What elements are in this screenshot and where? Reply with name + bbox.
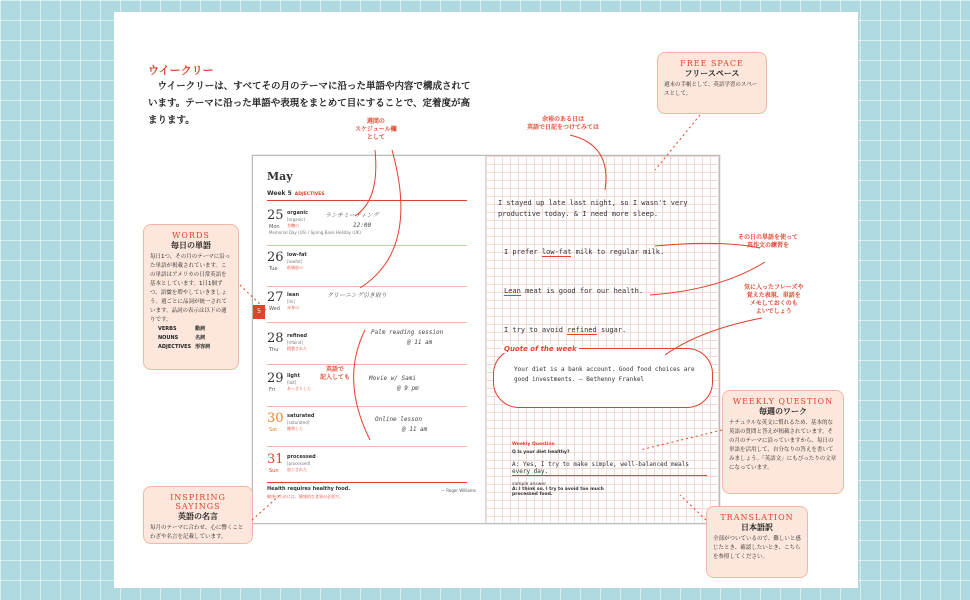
day-entry: 26 Tue low-fat [lowfat] 低脂肪の xyxy=(267,250,307,272)
words-callout: WORDS 毎日の単語 毎日1つ、その月のテーマに沿った単語が掲載されています。この単語はアメリカの日常英語を基本としています。1日1個ずつ、語彙を増やしていきましょう。週ごとに品詞が統一されています。品詞の表示は以下の通りです。 VERBS 動詞 NOUNS 名詞 ADJECTIVES 形容詞 xyxy=(143,224,239,370)
intro-text: ウイークリーは、すべてその月のテーマに沿った単語や内容で構成されています。テーマに沿った単語や表現をまとめて目にすることで、定着度が高まります。 xyxy=(148,81,471,126)
example-sentence: Lean meat is good for our health. xyxy=(504,287,644,295)
day-entry: 25 Mon organic [organic] 有機の Memorial Day (US) / Spring Bank Holiday (UK) ランチミーティング 12:00 xyxy=(267,208,379,235)
pos-table: VERBS 動詞 NOUNS 名詞 ADJECTIVES 形容詞 xyxy=(158,326,211,350)
day-entry: 30 Sat saturated [saturated] 飽和した Online lesson @ 11 am xyxy=(267,411,428,433)
quote-author: — Roger Williams xyxy=(441,488,476,493)
weekly-question-callout: WEEKLY QUESTION 毎週のワーク ナチュラルな英文に慣れるため、基本的な英語の質問と答えが掲載されています。その月のテーマに沿っていますから、毎日の単語を活用して、自分なりの答えを書いてみましょう。「英語文」にもぴったりの文章になっています。 xyxy=(722,390,844,494)
phrases-note: 気に入ったフレーズや 覚えた表現、単語を メモしておくのも よいでしょう xyxy=(744,284,804,315)
diary-line: I stayed up late last night, so I wasn't very productive today. & I need more sleep. xyxy=(498,199,688,218)
day-entry: 29 Fri light [lait] あっさりした Movie w/ Sami @ 9 pm xyxy=(267,371,419,393)
words-use-note: その日の単語を使って 英作文の練習を xyxy=(738,234,799,249)
day-entry: 27 Wed lean [lin] 赤身の クリーニング引き取り xyxy=(267,290,387,312)
intro-title: ウイークリー xyxy=(148,64,214,77)
day-entry: 31 Sun processed [processed] 加工された xyxy=(267,452,316,474)
schedule-note: 週間の スケジュール欄 として xyxy=(355,118,397,141)
day-entry: 28 Thu refined [rifaind] 精製された Palm reading session @ 11 am xyxy=(267,329,444,353)
weekly-question-block: Weekly Question Q Is your diet healthy? A: Yes, I try to make simple, well-balanced meals every day. sample answer A: I think so. I try to avoid too much processed food. xyxy=(512,442,707,497)
month-tab: 5 xyxy=(253,305,265,319)
example-sentence: I prefer low-fat milk to regular milk. xyxy=(504,248,665,256)
translation-callout: TRANSLATION 日本語訳 全部がついているので、難しいと感じたとき、確認したいとき、こちらを参照してください。 xyxy=(706,506,808,578)
diary-note: 余裕のある日は 英語で日記をつけてみては xyxy=(527,116,600,131)
inspiring-quote: Health requires healthy food. 健康のためには、健康的な食事が必要だ。 xyxy=(267,486,351,499)
month-title: May xyxy=(267,170,293,183)
inspiring-sayings-callout: INSPIRING SAYINGS 英語の名言 毎月のテーマに合わせ、心に響くことわざや名言を記載しています。 xyxy=(143,486,253,544)
quote-of-week-cloud: Quote of the week Your diet is a bank account. Good food choices are good investments. — Bethenny Frankel xyxy=(493,348,713,408)
example-sentence: I try to avoid refined sugar. xyxy=(504,326,627,334)
english-ok-note: 英語で 記入しても xyxy=(320,366,351,381)
week-label: Week 5 ADJECTIVES xyxy=(267,190,325,197)
free-space-callout: FREE SPACE フリースペース 週末の手帳として、英語学習のスペースとして。 xyxy=(657,52,767,114)
